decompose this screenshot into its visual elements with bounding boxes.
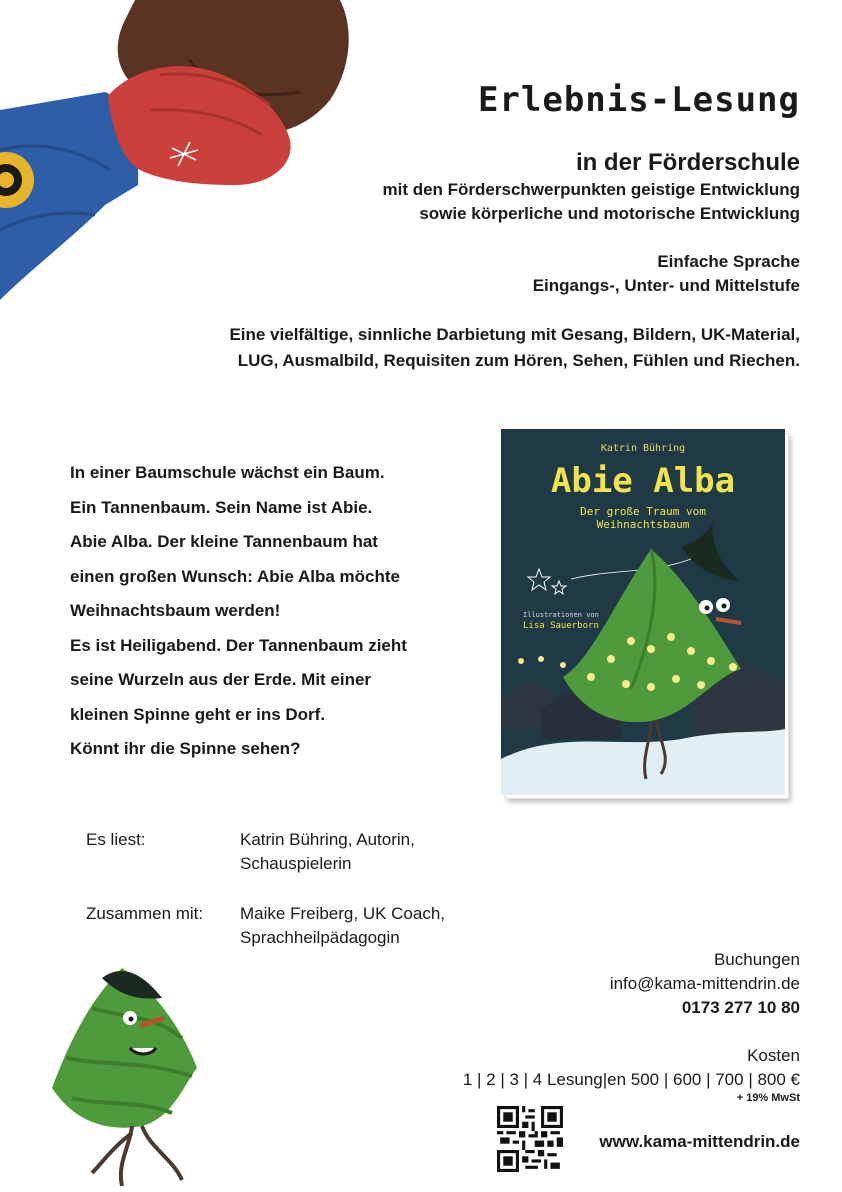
story-line: Es ist Heiligabend. Der Tannenbaum zieht — [70, 635, 407, 655]
story-line: Könnt ihr die Spinne sehen? — [70, 739, 301, 758]
qr-code-icon[interactable] — [497, 1106, 563, 1172]
reader-line: Katrin Bühring, Autorin, — [240, 830, 415, 849]
focus-line-1: mit den Förderschwerpunkten geistige Entwicklung — [382, 180, 800, 199]
costs-tax: + 19% MwSt — [736, 1092, 800, 1104]
book-subtitle — [501, 505, 785, 531]
school-levels: Eingangs-, Unter- und Mittelstufe — [532, 276, 800, 295]
booking-label: Buchungen — [713, 950, 800, 969]
reader-label: Es liest: — [86, 830, 146, 849]
story-line: Weihnachtsbaum werden! — [70, 601, 281, 620]
header-block — [240, 148, 800, 298]
book-illustrator: Lisa Sauerborn — [523, 621, 599, 631]
book-illustrations-label: Illustrationen von — [523, 611, 599, 619]
story-line: kleinen Spinne geht er ins Dorf. — [70, 704, 326, 724]
website-link[interactable]: www.kama-mittendrin.de — [599, 1132, 800, 1151]
partner-label: Zusammen mit: — [86, 904, 204, 923]
story-line: einen großen Wunsch: Abie Alba möchte — [70, 566, 400, 586]
description-line: LUG, Ausmalbild, Requisiten zum Hören, Sehen, Fühlen und Riechen. — [237, 351, 800, 370]
story-line: In einer Baumschule wächst ein Baum. — [70, 463, 385, 482]
reader-line: Schauspielerin — [240, 854, 352, 873]
costs-label: Kosten — [747, 1046, 800, 1065]
costs-block — [463, 1044, 800, 1104]
book-subtitle-line: Weihnachtsbaum — [596, 518, 690, 531]
booking-phone[interactable]: 0173 277 10 80 — [681, 998, 800, 1017]
focus-line-2: sowie körperliche und motorische Entwicklung — [419, 204, 800, 223]
page-title: Erlebnis-Lesung — [477, 80, 800, 120]
tree-character-illustration — [32, 948, 212, 1188]
book-cover — [501, 429, 785, 795]
partner-line: Sprachheilpädagogin — [240, 928, 400, 947]
reader-row — [86, 828, 546, 876]
book-title: Abie Alba — [550, 461, 736, 501]
language-level: Einfache Sprache — [657, 252, 800, 271]
booking-email[interactable]: info@kama-mittendrin.de — [609, 974, 800, 993]
partner-row — [86, 902, 546, 950]
story-text — [70, 456, 490, 767]
partner-line: Maike Freiberg, UK Coach, — [240, 904, 446, 923]
book-subtitle-line: Der große Traum vom — [580, 505, 706, 518]
description-line: Eine vielfältige, sinnliche Darbietung mit Gesang, Bildern, UK-Material, — [229, 325, 800, 344]
subtitle: in der Förderschule — [575, 149, 800, 176]
description — [100, 322, 800, 374]
story-line: Ein Tannenbaum. Sein Name ist Abie. — [70, 497, 373, 517]
story-line: seine Wurzeln aus der Erde. Mit einer — [70, 670, 372, 689]
reader-value — [240, 828, 546, 876]
story-line: Abie Alba. Der kleine Tannenbaum hat — [70, 532, 378, 551]
booking-contact — [610, 948, 800, 1020]
partner-value — [240, 902, 546, 950]
costs-prices: 1 | 2 | 3 | 4 Lesung|en 500 | 600 | 700 | 800 € — [462, 1070, 800, 1089]
book-author: Katrin Bühring — [600, 443, 686, 454]
